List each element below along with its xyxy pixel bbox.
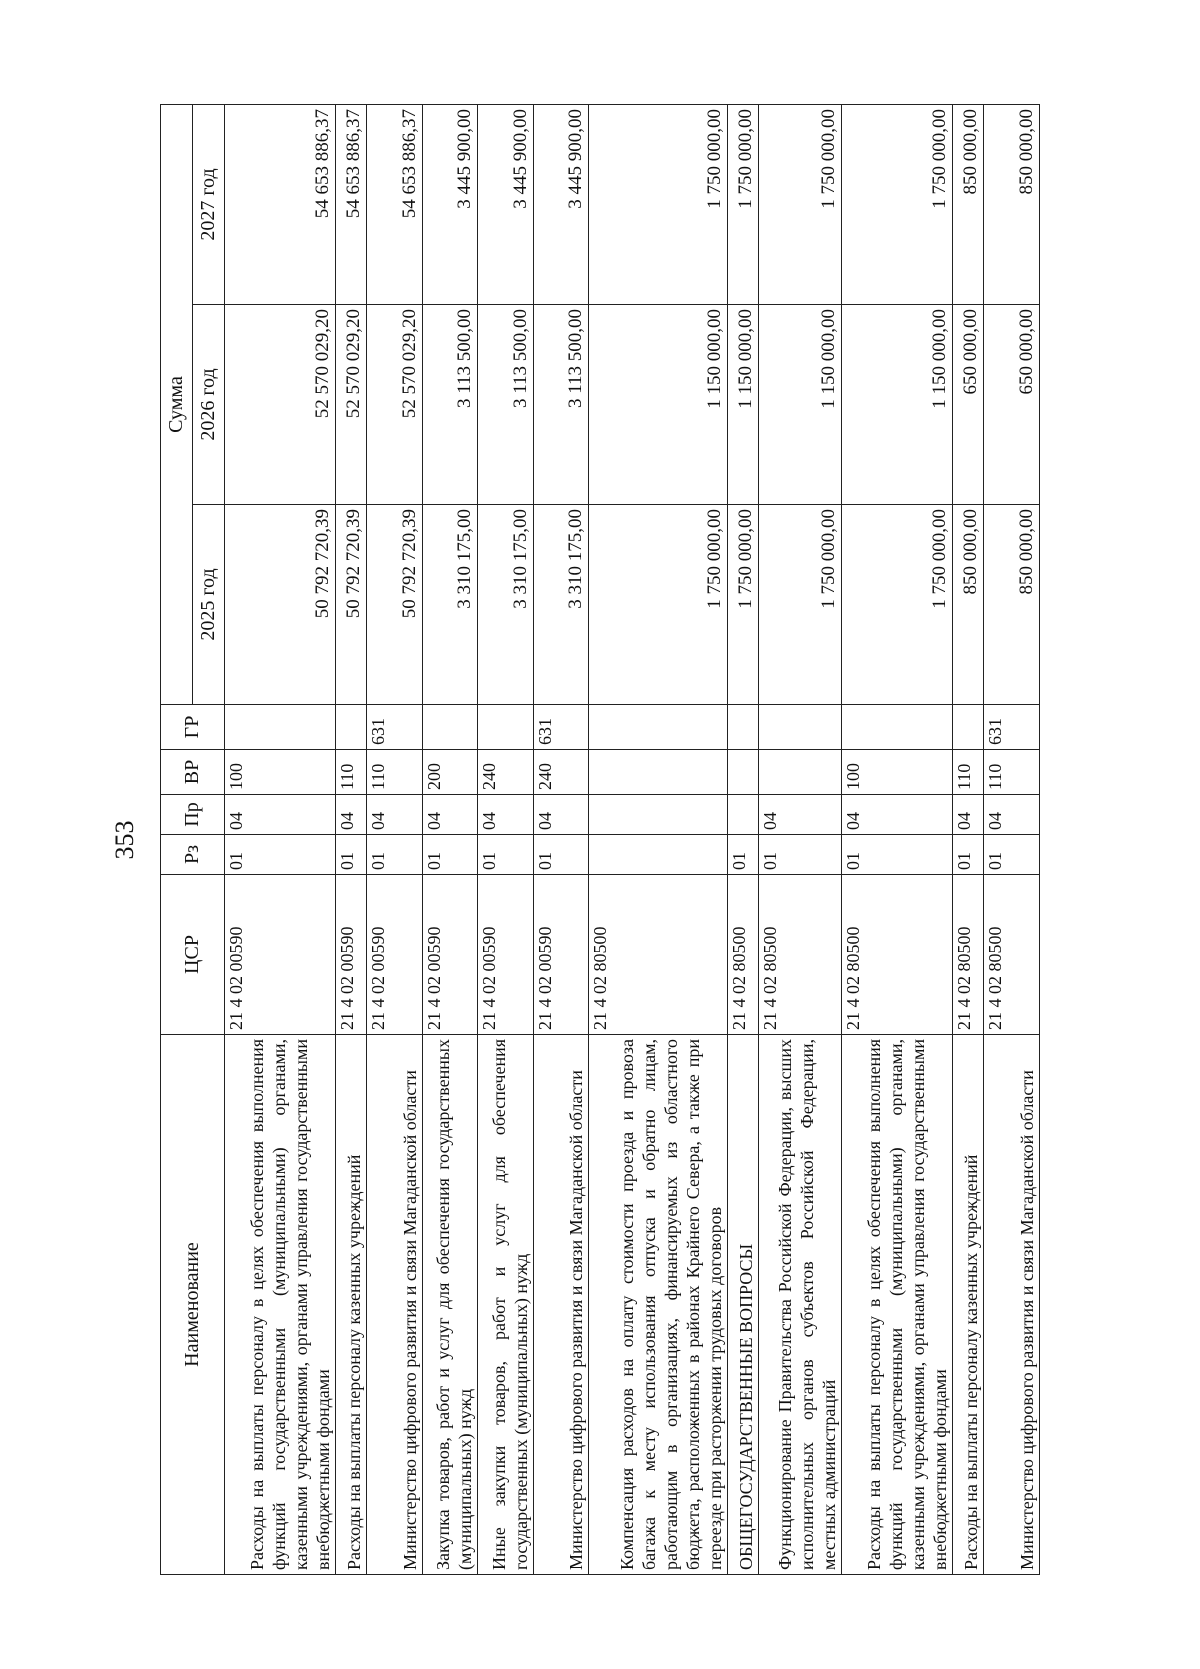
cell-amount-2026: 650 000,00 xyxy=(984,305,1040,505)
cell-amount-2025: 1 750 000,00 xyxy=(842,505,953,705)
cell-amount-2025: 3 310 175,00 xyxy=(422,505,478,705)
cell-gr xyxy=(336,705,367,750)
header-name: Наименование xyxy=(161,1035,225,1575)
cell-amount-2025: 1 750 000,00 xyxy=(589,505,728,705)
cell-amount-2026: 1 150 000,00 xyxy=(759,305,842,505)
cell-vr: 110 xyxy=(367,750,423,795)
cell-amount-2025: 50 792 720,39 xyxy=(367,505,423,705)
table-row xyxy=(422,104,478,1574)
cell-gr xyxy=(422,705,478,750)
cell-rz xyxy=(589,835,728,875)
cell-vr: 200 xyxy=(422,750,478,795)
budget-table-frame xyxy=(160,105,1040,1575)
cell-name: Расходы на выплаты персоналу казенных учреждений xyxy=(336,1035,367,1575)
cell-name: Расходы на выплаты персоналу казенных учреждений xyxy=(953,1035,984,1575)
cell-amount-2027: 3 445 900,00 xyxy=(478,104,534,304)
cell-csr: 21 4 02 00590 xyxy=(478,875,534,1035)
cell-name: Иные закупки товаров, работ и услуг для обеспечения государственных (муниципальных) нужд xyxy=(478,1035,534,1575)
cell-gr: 631 xyxy=(367,705,423,750)
cell-amount-2027: 850 000,00 xyxy=(984,104,1040,304)
cell-csr: 21 4 02 00590 xyxy=(225,875,336,1035)
cell-name: Министерство цифрового развития и связи Магаданской области xyxy=(984,1035,1040,1575)
cell-csr: 21 4 02 00590 xyxy=(336,875,367,1035)
cell-name: Закупка товаров, работ и услуг для обеспечения государственных (муниципальных) нужд xyxy=(422,1035,478,1575)
budget-table-rotator xyxy=(160,105,1040,1575)
budget-table xyxy=(160,104,1040,1575)
cell-amount-2026: 3 113 500,00 xyxy=(533,305,589,505)
cell-gr xyxy=(589,705,728,750)
cell-amount-2026: 52 570 029,20 xyxy=(225,305,336,505)
cell-csr: 21 4 02 80500 xyxy=(984,875,1040,1035)
cell-vr xyxy=(589,750,728,795)
cell-amount-2026: 3 113 500,00 xyxy=(478,305,534,505)
header-pr: Пр xyxy=(161,795,225,835)
table-row xyxy=(478,104,534,1574)
cell-amount-2025: 50 792 720,39 xyxy=(336,505,367,705)
cell-vr: 110 xyxy=(953,750,984,795)
cell-name: Министерство цифрового развития и связи Магаданской области xyxy=(367,1035,423,1575)
table-row xyxy=(336,104,367,1574)
cell-rz: 01 xyxy=(336,835,367,875)
cell-amount-2025: 3 310 175,00 xyxy=(478,505,534,705)
header-year-2026: 2026 год xyxy=(193,305,225,505)
table-row xyxy=(984,104,1040,1574)
cell-rz: 01 xyxy=(984,835,1040,875)
cell-gr xyxy=(759,705,842,750)
cell-amount-2027: 3 445 900,00 xyxy=(533,104,589,304)
cell-pr: 04 xyxy=(367,795,423,835)
page-number: 353 xyxy=(110,820,139,860)
cell-amount-2026: 1 150 000,00 xyxy=(727,305,758,505)
cell-vr: 110 xyxy=(336,750,367,795)
header-year-2025: 2025 год xyxy=(193,505,225,705)
cell-amount-2027: 54 653 886,37 xyxy=(225,104,336,304)
cell-amount-2026: 52 570 029,20 xyxy=(336,305,367,505)
cell-gr xyxy=(842,705,953,750)
cell-amount-2027: 1 750 000,00 xyxy=(589,104,728,304)
cell-vr: 100 xyxy=(225,750,336,795)
cell-amount-2026: 1 150 000,00 xyxy=(842,305,953,505)
table-row xyxy=(225,104,336,1574)
header-rz: Рз xyxy=(161,835,225,875)
cell-rz: 01 xyxy=(533,835,589,875)
cell-amount-2027: 850 000,00 xyxy=(953,104,984,304)
cell-amount-2027: 1 750 000,00 xyxy=(842,104,953,304)
cell-amount-2027: 1 750 000,00 xyxy=(727,104,758,304)
cell-name: Функционирование Правительства Российской Федерации, высших исполнительных органов субъектов Российской Федерации, местных администраций xyxy=(759,1035,842,1575)
table-row xyxy=(842,104,953,1574)
cell-amount-2027: 1 750 000,00 xyxy=(759,104,842,304)
cell-pr: 04 xyxy=(984,795,1040,835)
cell-amount-2027: 54 653 886,37 xyxy=(367,104,423,304)
cell-amount-2026: 1 150 000,00 xyxy=(589,305,728,505)
cell-pr: 04 xyxy=(422,795,478,835)
cell-csr: 21 4 02 00590 xyxy=(533,875,589,1035)
cell-name: Компенсация расходов на оплату стоимости проезда и провоза багажа к месту использования отпуска и обратно лицам, работающим в организациях, финансируемых из областного бюджета, расположенных в районах Крайнего Севера, а также при переезде при расторжении трудовых договоров xyxy=(589,1035,728,1575)
cell-amount-2026: 52 570 029,20 xyxy=(367,305,423,505)
header-csr: ЦСР xyxy=(161,875,225,1035)
cell-vr: 100 xyxy=(842,750,953,795)
cell-rz: 01 xyxy=(478,835,534,875)
cell-pr: 04 xyxy=(336,795,367,835)
cell-csr: 21 4 02 00590 xyxy=(422,875,478,1035)
table-row xyxy=(759,104,842,1574)
table-row xyxy=(533,104,589,1574)
cell-vr: 240 xyxy=(533,750,589,795)
cell-gr xyxy=(727,705,758,750)
table-row xyxy=(727,104,758,1574)
cell-gr xyxy=(478,705,534,750)
cell-amount-2025: 3 310 175,00 xyxy=(533,505,589,705)
cell-rz: 01 xyxy=(225,835,336,875)
header-gr: ГР xyxy=(161,705,225,750)
cell-rz: 01 xyxy=(727,835,758,875)
cell-rz: 01 xyxy=(842,835,953,875)
cell-vr xyxy=(727,750,758,795)
table-body xyxy=(225,104,1040,1574)
cell-amount-2027: 3 445 900,00 xyxy=(422,104,478,304)
cell-csr: 21 4 02 80500 xyxy=(842,875,953,1035)
cell-amount-2025: 50 792 720,39 xyxy=(225,505,336,705)
header-row-1 xyxy=(161,104,193,1574)
cell-csr: 21 4 02 80500 xyxy=(589,875,728,1035)
cell-amount-2026: 650 000,00 xyxy=(953,305,984,505)
cell-vr xyxy=(759,750,842,795)
cell-rz: 01 xyxy=(759,835,842,875)
table-row xyxy=(367,104,423,1574)
cell-pr: 04 xyxy=(533,795,589,835)
cell-rz: 01 xyxy=(367,835,423,875)
cell-gr xyxy=(953,705,984,750)
cell-amount-2027: 54 653 886,37 xyxy=(336,104,367,304)
table-row xyxy=(589,104,728,1574)
table-header xyxy=(161,104,225,1574)
header-vr: ВР xyxy=(161,750,225,795)
table-row xyxy=(953,104,984,1574)
cell-name: Расходы на выплаты персоналу в целях обеспечения выполнения функций государственными (муниципальными) органами, казенными учреждениями, органами управления государственными внебюджетными фондами xyxy=(842,1035,953,1575)
cell-amount-2025: 850 000,00 xyxy=(953,505,984,705)
cell-pr: 04 xyxy=(953,795,984,835)
cell-gr: 631 xyxy=(533,705,589,750)
cell-pr: 04 xyxy=(842,795,953,835)
cell-rz: 01 xyxy=(953,835,984,875)
cell-csr: 21 4 02 80500 xyxy=(953,875,984,1035)
cell-pr: 04 xyxy=(759,795,842,835)
cell-pr: 04 xyxy=(478,795,534,835)
cell-name: Расходы на выплаты персоналу в целях обеспечения выполнения функций государственными (муниципальными) органами, казенными учреждениями, органами управления государственными внебюджетными фондами xyxy=(225,1035,336,1575)
cell-amount-2025: 1 750 000,00 xyxy=(759,505,842,705)
cell-csr: 21 4 02 80500 xyxy=(759,875,842,1035)
header-sum: Сумма xyxy=(161,104,193,704)
cell-gr: 631 xyxy=(984,705,1040,750)
cell-pr xyxy=(589,795,728,835)
cell-gr xyxy=(225,705,336,750)
cell-pr xyxy=(727,795,758,835)
cell-name: Министерство цифрового развития и связи Магаданской области xyxy=(533,1035,589,1575)
cell-vr: 110 xyxy=(984,750,1040,795)
cell-rz: 01 xyxy=(422,835,478,875)
cell-amount-2026: 3 113 500,00 xyxy=(422,305,478,505)
cell-csr: 21 4 02 80500 xyxy=(727,875,758,1035)
header-year-2027: 2027 год xyxy=(193,104,225,304)
cell-pr: 04 xyxy=(225,795,336,835)
cell-amount-2025: 850 000,00 xyxy=(984,505,1040,705)
cell-name: ОБЩЕГОСУДАРСТВЕННЫЕ ВОПРОСЫ xyxy=(727,1035,758,1575)
cell-amount-2025: 1 750 000,00 xyxy=(727,505,758,705)
cell-vr: 240 xyxy=(478,750,534,795)
cell-csr: 21 4 02 00590 xyxy=(367,875,423,1035)
